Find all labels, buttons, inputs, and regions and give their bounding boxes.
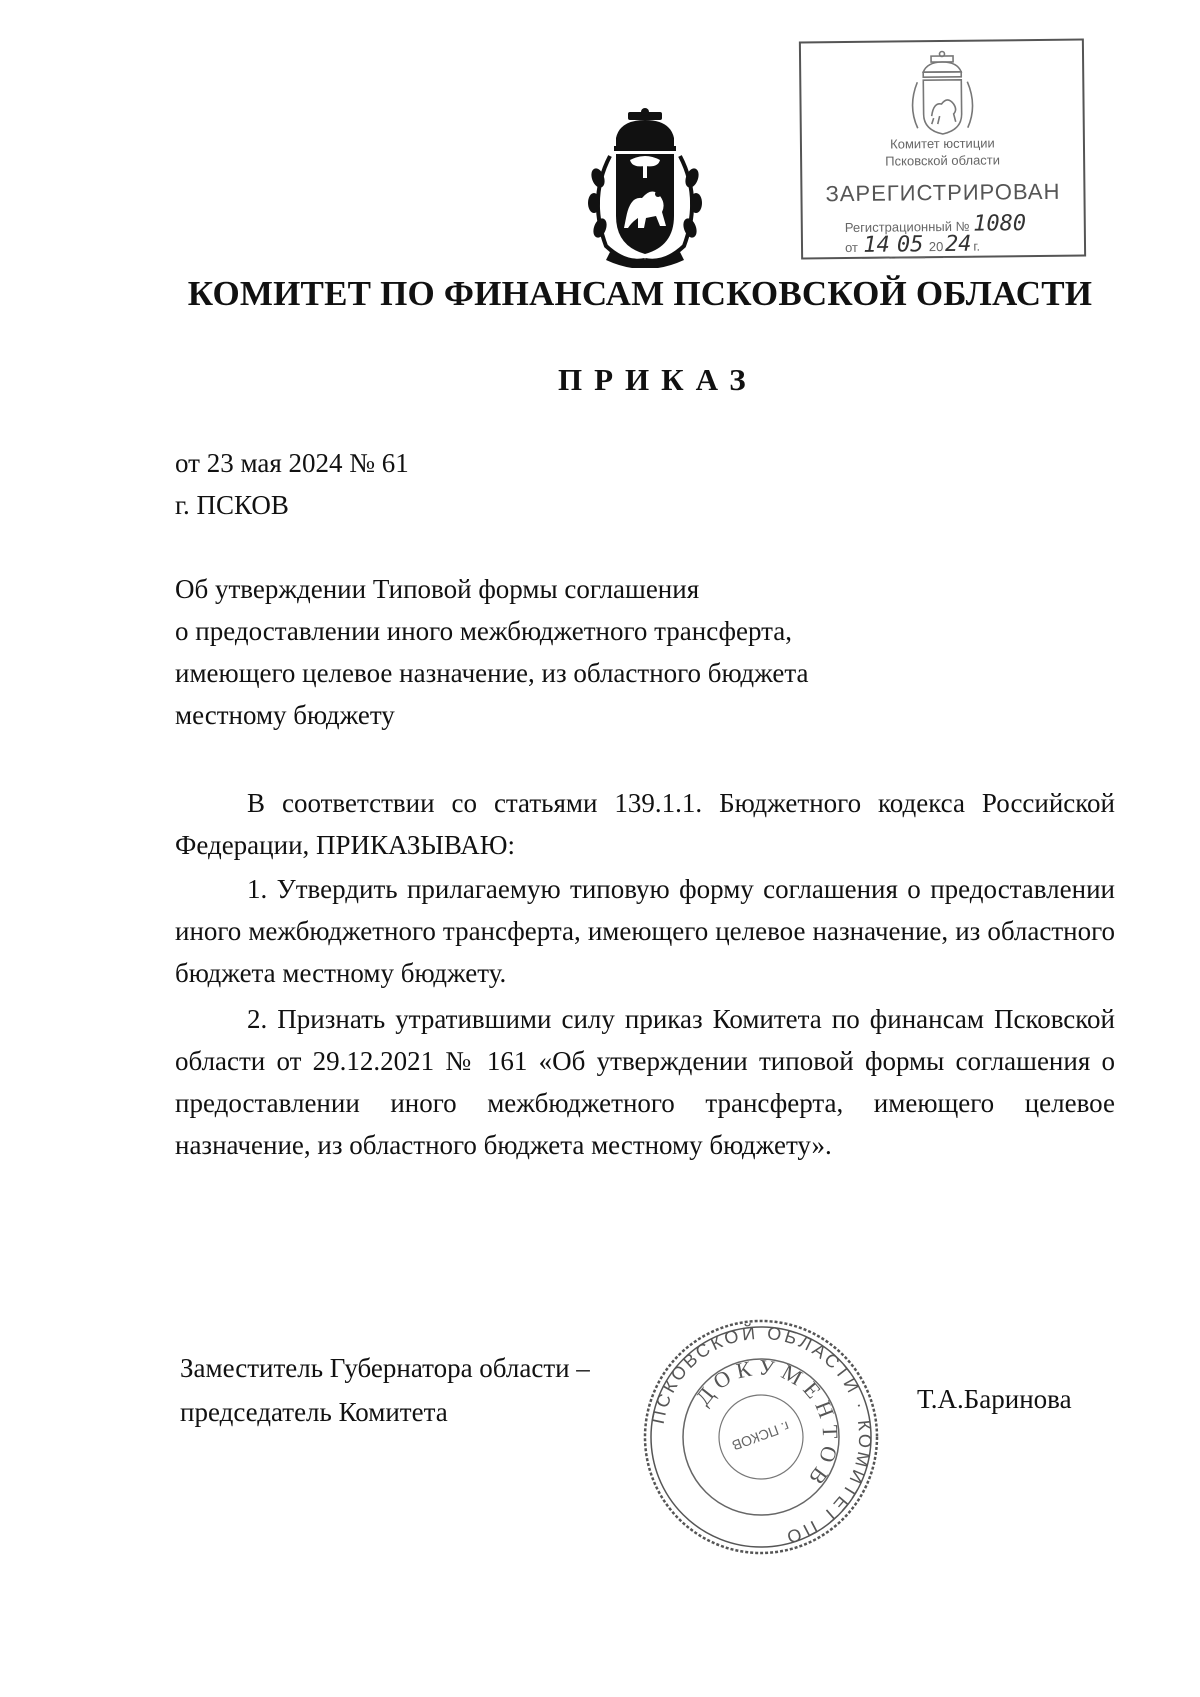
stamp-coat-of-arms-icon (903, 50, 982, 139)
stamp-date-prefix: от (844, 239, 859, 256)
stamp-status: ЗАРЕГИСТРИРОВАН (825, 178, 1061, 207)
svg-text:ДОКУМЕНТОВ (690, 1354, 843, 1494)
stamp-date-month: 05 (896, 232, 924, 258)
signatory-position-line-1: Заместитель Губернатора области – (180, 1353, 590, 1383)
stamp-reg-number: 1080 (973, 211, 1027, 237)
stamp-org-line-1: Комитет юстиции (890, 135, 995, 152)
stamp-org-line-2: Псковской области (885, 152, 1001, 169)
signatory-position (180, 1346, 590, 1434)
subject-line: о предоставлении иного межбюджетного трансферта, (175, 616, 793, 646)
paragraph-intro: В соответствии со статьями 139.1.1. Бюджетного кодекса Российской Федерации, ПРИКАЗЫВАЮ: (175, 788, 1115, 860)
pskov-coat-of-arms-icon (580, 108, 710, 268)
order-city: г. ПСКОВ (175, 490, 289, 520)
official-round-seal (640, 1316, 882, 1558)
stamp-date-row (803, 230, 1126, 259)
registration-stamp (799, 39, 1086, 260)
stamp-date-year-prefix: 20 (928, 238, 944, 255)
order-subject (175, 568, 808, 736)
paragraph-item-1: 1. Утвердить прилагаемую типовую форму соглашения о предоставлении иного межбюджетного трансферта, имеющего целевое назначение, из областного бюджета местному бюджету. (175, 874, 1115, 988)
stamp-date-year-end: г. (973, 238, 981, 254)
subject-line: Об утверждении Типовой формы соглашения (175, 574, 700, 604)
stamp-date-year-suffix: 24 (944, 231, 972, 257)
paragraph-item-2: 2. Признать утратившими силу приказ Комитета по финансам Псковской области от 29.12.2021 № 161 «Об утверждении типовой формы соглашения о предоставлении иного межбюджетного трансферта, имеющего целевое назначение, из областного бюджета местному бюджету». (175, 1004, 1115, 1160)
stamp-reg-label: Регистрационный № (844, 218, 970, 236)
seal-center-text: г. ПСКОВ (729, 1418, 792, 1454)
stamp-date-day: 14 (863, 232, 890, 258)
signatory-position-line-2: председатель Комитета (180, 1397, 448, 1427)
seal-inner-text: ДОКУМЕНТОВ (690, 1354, 844, 1495)
subject-line: местному бюджету (175, 700, 395, 730)
seal-outer-text: ПСКОВСКОЙ ОБЛАСТИ · КОМИТЕТ ПО (647, 1322, 876, 1549)
signatory-name: Т.А.Баринова (917, 1384, 1072, 1414)
order-title: ПРИКАЗ (558, 362, 758, 397)
org-title: КОМИТЕТ ПО ФИНАНСАМ ПСКОВСКОЙ ОБЛАСТИ (187, 274, 1093, 313)
order-date-number: от 23 мая 2024 № 61 (175, 448, 409, 478)
subject-line: имеющего целевое назначение, из областного бюджета (175, 658, 809, 688)
